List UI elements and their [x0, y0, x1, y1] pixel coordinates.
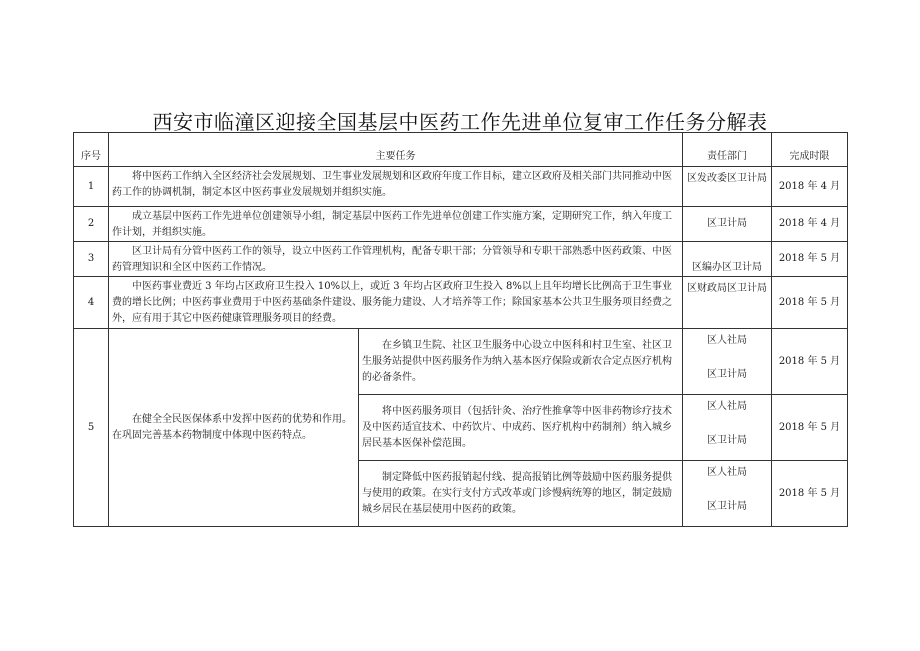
row-dept [683, 461, 772, 527]
row-no: 1 [74, 167, 109, 207]
header-no: 序号 [74, 133, 109, 167]
row-dept: 区卫计局 [683, 207, 772, 242]
row-no: 4 [74, 277, 109, 329]
row-dept [683, 329, 772, 395]
dept-line: 区卫计局 [707, 369, 747, 380]
table-row [74, 207, 848, 242]
table-row [74, 277, 848, 329]
dept-line: 区人社局 [707, 335, 747, 346]
row-date: 2018 年 4 月 [772, 207, 848, 242]
header-task: 主要任务 [109, 133, 683, 167]
row-task: 成立基层中医药工作先进单位创建领导小组，制定基层中医药工作先进单位创建工作实施方案，定期研究工作，纳入年度工作计划，并组织实施。 [109, 207, 683, 242]
dept-line: 区卫计局 [707, 501, 747, 512]
dept-line: 区人社局 [707, 467, 747, 478]
row-no: 5 [74, 329, 109, 527]
table-row [74, 167, 848, 207]
table-header-row [74, 133, 848, 167]
row-task: 在健全全民医保体系中发挥中医药的优势和作用。在巩固完善基本药物制度中体现中医药特点。 [109, 329, 359, 527]
row-date: 2018 年 5 月 [772, 329, 848, 395]
header-date: 完成时限 [772, 133, 848, 167]
row-date: 2018 年 5 月 [772, 242, 848, 277]
sub-task: 在乡镇卫生院、社区卫生服务中心设立中医科和村卫生室、社区卫生服务站提供中医药服务作为纳入基本医疗保险或新农合定点医疗机构的必备条件。 [359, 329, 683, 395]
row-task: 中医药事业费近 3 年均占区政府卫生投入 10%以上，或近 3 年均占区政府卫生投入 8%以上且年均增长比例高于卫生事业费的增长比例；中医药事业费用于中医药基础条件建设、服务能力建设、人才培养等工作；除国家基本公共卫生服务项目经费之外，应有用于其它中医药健康管理服务项目的经费。 [109, 277, 683, 329]
sub-task: 将中医药服务项目（包括针灸、治疗性推拿等中医非药物诊疗技术及中医药适宜技术、中药饮片、中成药、医疗机构中药制剂）纳入城乡居民基本医保补偿范围。 [359, 395, 683, 461]
row-dept: 区发改委区卫计局 [683, 167, 772, 207]
sub-task: 制定降低中医药报销起付线、提高报销比例等鼓励中医药服务提供与使用的政策。在实行支付方式改革或门诊慢病统筹的地区，制定鼓励城乡居民在基层使用中医药的政策。 [359, 461, 683, 527]
dept-line: 区人社局 [707, 401, 747, 412]
row-date: 2018 年 5 月 [772, 395, 848, 461]
row-date: 2018 年 4 月 [772, 167, 848, 207]
row-dept [683, 395, 772, 461]
row-no: 3 [74, 242, 109, 277]
header-dept: 责任部门 [683, 133, 772, 167]
row-date: 2018 年 5 月 [772, 277, 848, 329]
row-no: 2 [74, 207, 109, 242]
table-row [74, 242, 848, 277]
row-dept: 区编办区卫计局 [683, 242, 772, 277]
row-task: 区卫计局有分管中医药工作的领导，设立中医药工作管理机构，配备专职干部；分管领导和专职干部熟悉中医药政策、中医药管理知识和全区中医药工作情况。 [109, 242, 683, 277]
task-table [73, 132, 848, 527]
row-dept: 区财政局区卫计局 [683, 277, 772, 329]
table-row [74, 329, 848, 395]
row-date: 2018 年 5 月 [772, 461, 848, 527]
dept-line: 区卫计局 [707, 435, 747, 446]
page-title: 西安市临潼区迎接全国基层中医药工作先进单位复审工作任务分解表 [152, 110, 768, 134]
row-task: 将中医药工作纳入全区经济社会发展规划、卫生事业发展规划和区政府年度工作目标，建立区政府及相关部门共同推动中医药工作的协调机制，制定本区中医药事业发展规划并组织实施。 [109, 167, 683, 207]
